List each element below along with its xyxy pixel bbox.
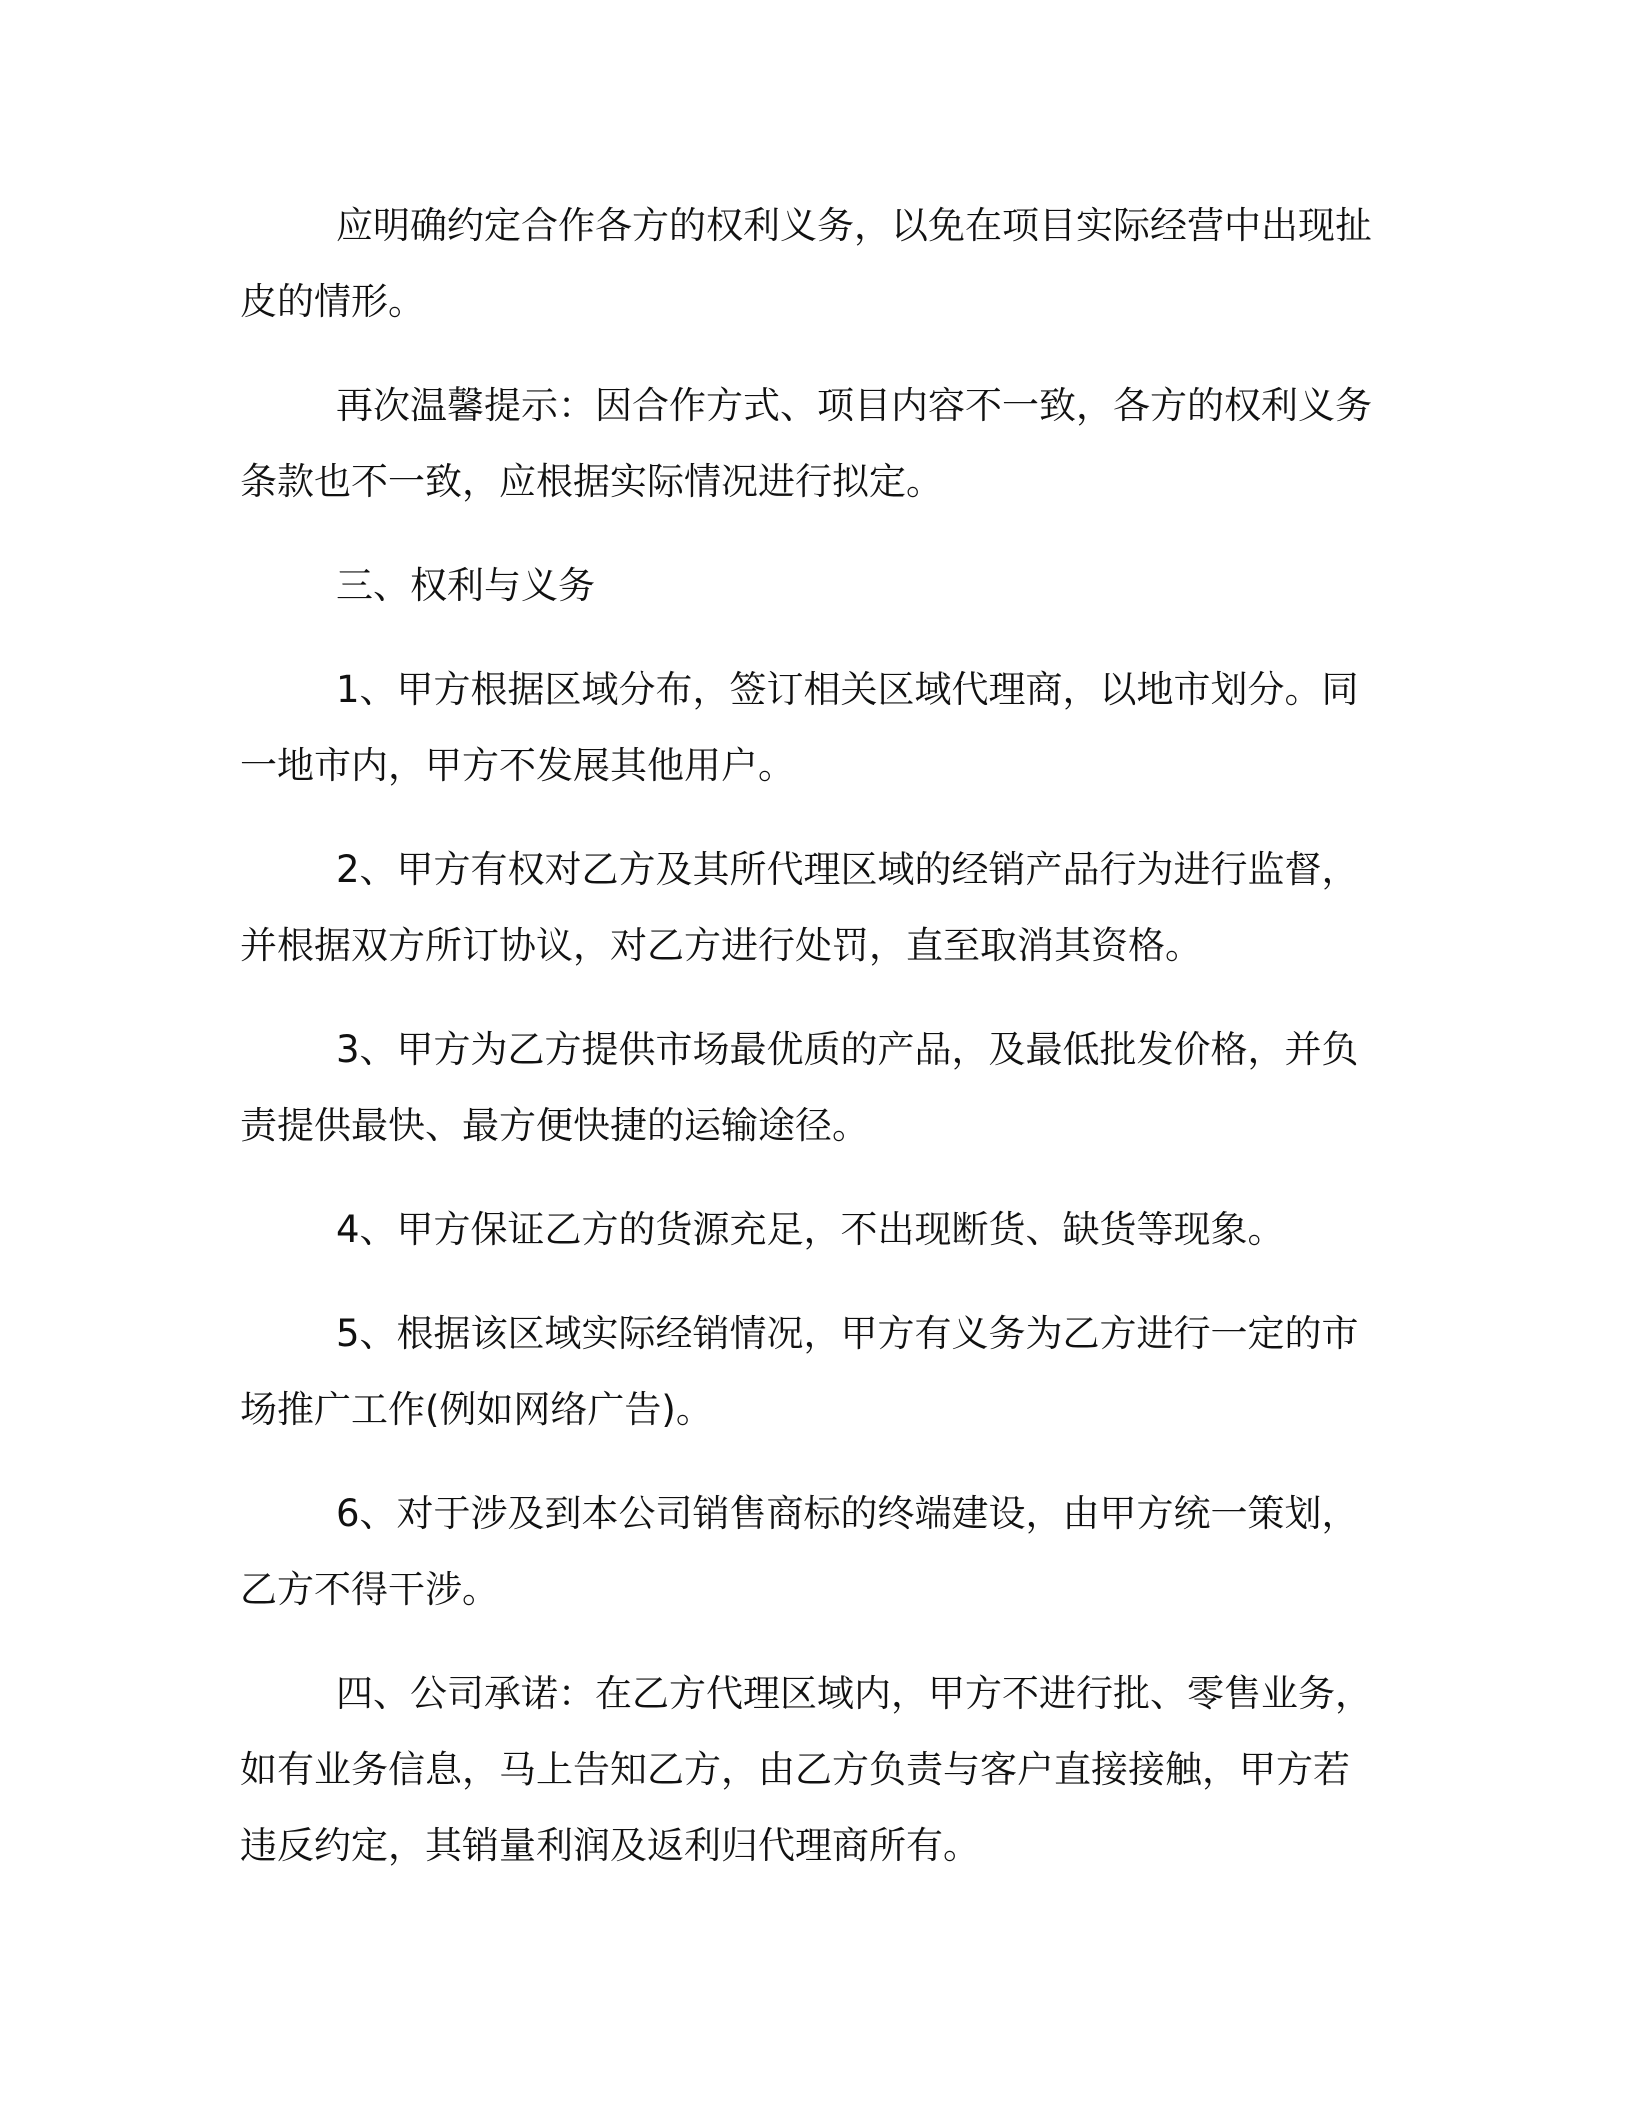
clause-5: 5、根据该区域实际经销情况，甲方有义务为乙方进行一定的市场推广工作(例如网络广告)。: [240, 1312, 1359, 1431]
paragraph-reminder: 再次温馨提示：因合作方式、项目内容不一致，各方的权利义务条款也不一致，应根据实际情况进行拟定。: [240, 384, 1372, 503]
section-company-commitment: 四、公司承诺：在乙方代理区域内，甲方不进行批、零售业务，如有业务信息，马上告知乙方，由乙方负责与客户直接接触，甲方若违反约定，其销量利润及返利归代理商所有。: [240, 1672, 1372, 1867]
clause-4: 4、甲方保证乙方的货源充足，不出现断货、缺货等现象。: [336, 1208, 1285, 1251]
clause-6: 6、对于涉及到本公司销售商标的终端建设，由甲方统一策划，乙方不得干涉。: [240, 1492, 1359, 1611]
clause-2: 2、甲方有权对乙方及其所代理区域的经销产品行为进行监督，并根据双方所订协议，对乙方进行处罚，直至取消其资格。: [240, 848, 1359, 967]
clause-1: 1、甲方根据区域分布，签订相关区域代理商，以地市划分。同一地市内，甲方不发展其他用户。: [240, 668, 1359, 787]
document-body: [240, 188, 1380, 1912]
clause-3: 3、甲方为乙方提供市场最优质的产品，及最低批发价格，并负责提供最快、最方便快捷的运输途径。: [240, 1028, 1359, 1147]
paragraph-obligations-intro: 应明确约定合作各方的权利义务，以免在项目实际经营中出现扯皮的情形。: [240, 204, 1372, 323]
section-heading-rights-obligations: 三、权利与义务: [336, 564, 595, 607]
